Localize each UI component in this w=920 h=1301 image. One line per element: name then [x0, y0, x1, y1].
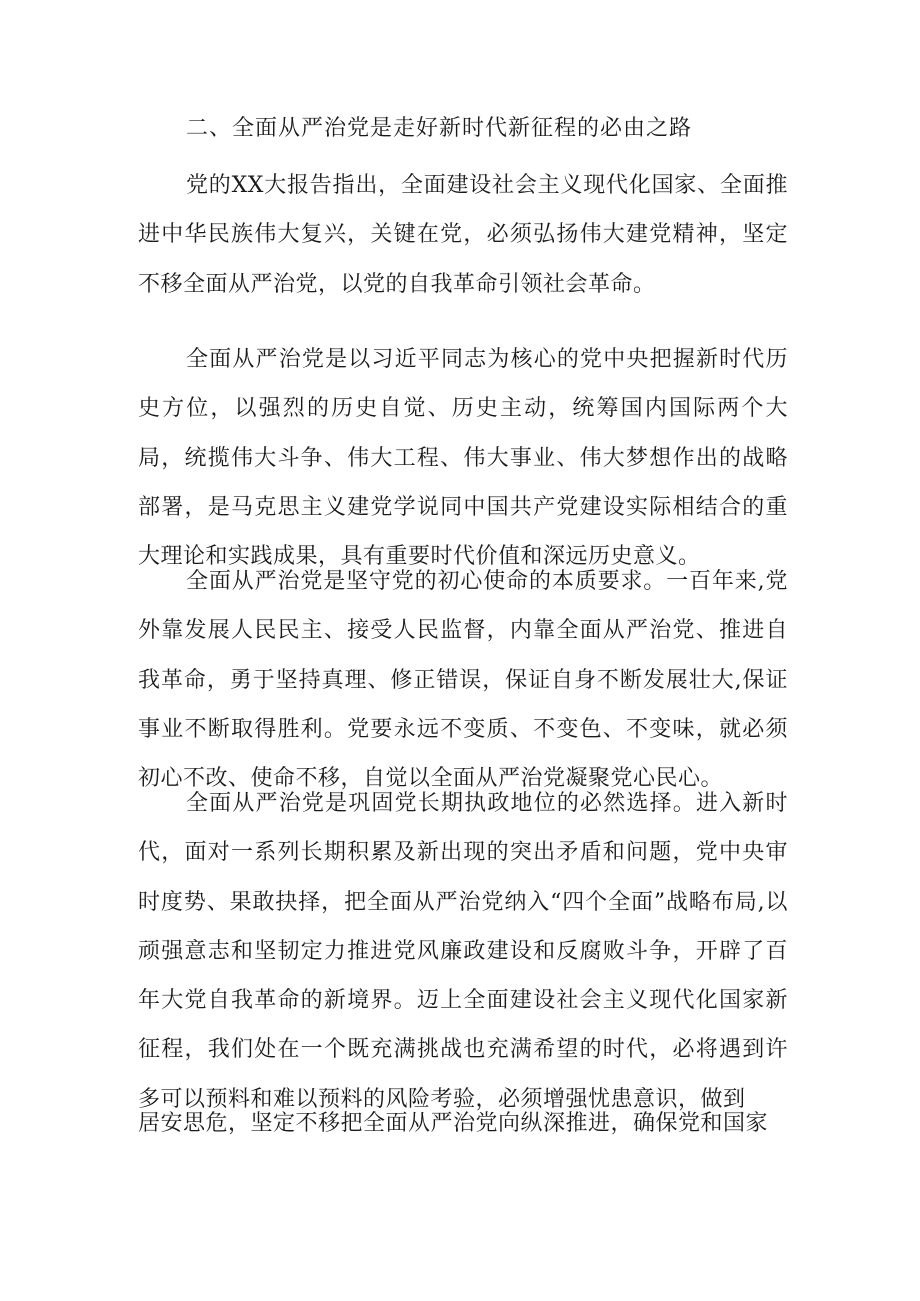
paragraph-2: 全面从严治党是以习近平同志为核心的党中央把握新时代历史方位，以强烈的历史自觉、历史主动，统筹国内国际两个大局，统揽伟大斗争、伟大工程、伟大事业、伟大梦想作出的战略部署，是马克思主义建党学说同中国共产党建设实际相结合的重大理论和实践成果，具有重要时代价值和深远历史意义。: [138, 347, 788, 570]
paragraph-3: 全面从严治党是坚守党的初心使命的本质要求。一百年来,党外靠发展人民民主、接受人民监督，内靠全面从严治党、推进自我革命，勇于坚持真理、修正错误，保证自身不断发展壮大,保证事业不断取得胜利。党要永远不变质、不变色、不变味，就必须初心不改、使命不移，自觉以全面从严治党凝聚党心民心。: [138, 569, 788, 792]
continuation-line: 居安思危，坚定不移把全面从严治党向纵深推进，确保党和国家: [138, 1111, 769, 1136]
paragraph-1: 党的XX大报告指出，全面建设社会主义现代化国家、全面推进中华民族伟大复兴，关键在党，必须弘扬伟大建党精神，坚定不移全面从严治党，以党的自我革命引领社会革命。: [138, 173, 788, 297]
section-heading: 二、全面从严治党是走好新时代新征程的必由之路: [186, 116, 693, 141]
paragraph-4: 全面从严治党是巩固党长期执政地位的必然选择。进入新时代，面对一系列长期积累及新出现的突出矛盾和问题，党中央审时度势、果敢抉择，把全面从严治党纳入“四个全面”战略布局,以顽强意志和坚韧定力推进党风廉政建设和反腐败斗争，开辟了百年大党自我革命的新境界。迈上全面建设社会主义现代化国家新征程，我们处在一个既充满挑战也充满希望的时代，必将遇到许多可以预料和难以预料的风险考验，必须增强忧患意识，做到: [138, 791, 788, 1112]
